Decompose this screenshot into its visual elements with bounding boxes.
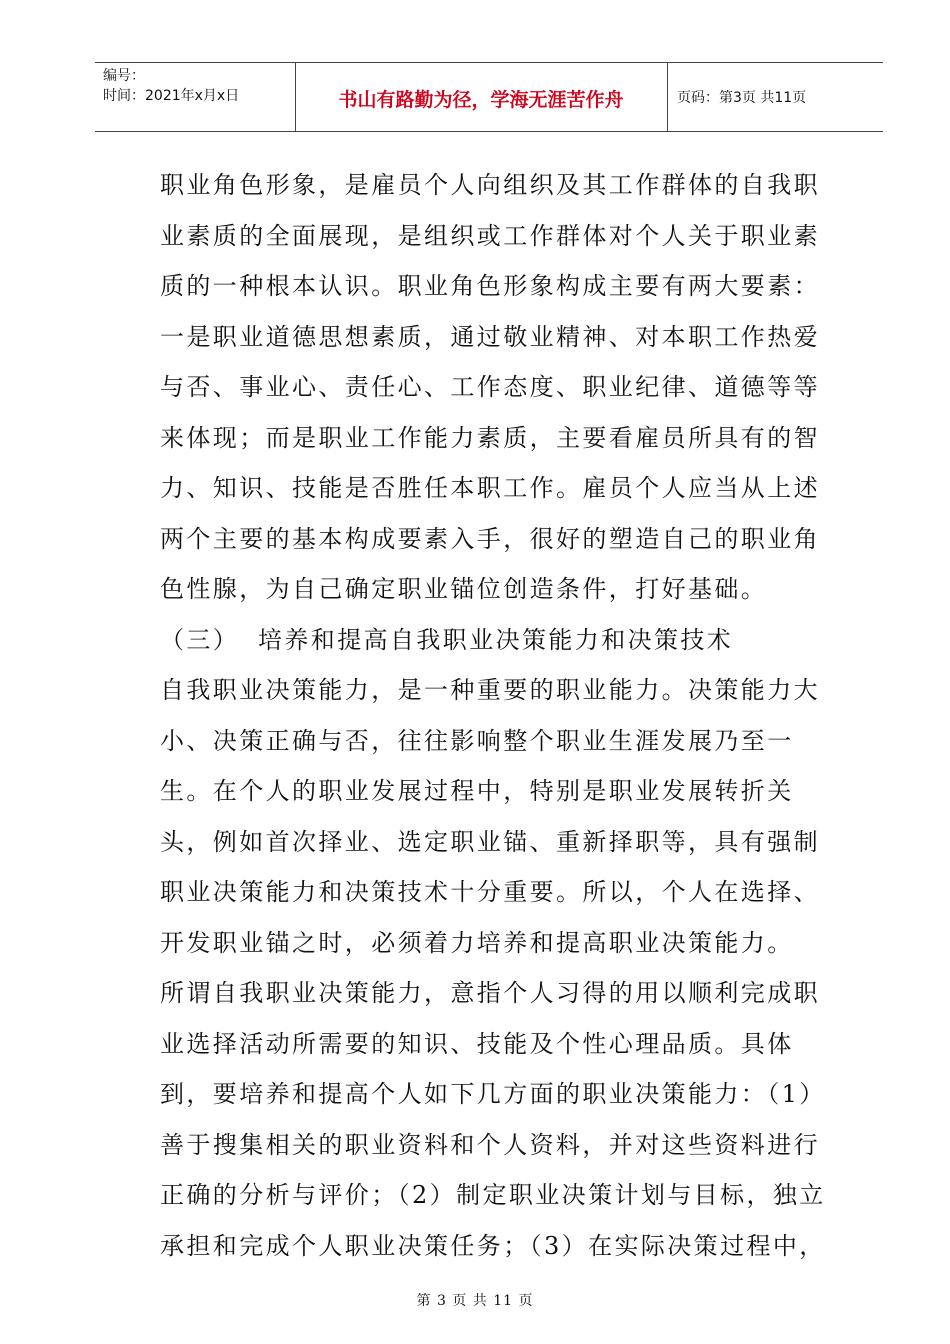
page-footer: 第 3 页 共 11 页 xyxy=(416,1293,534,1309)
document-body xyxy=(160,160,830,1271)
header-meta-cell xyxy=(95,63,296,131)
header-page-info: 页码：第3页 共11页 xyxy=(677,90,807,106)
section-heading-text: 培养和提高自我职业决策能力和决策技术 xyxy=(258,625,734,654)
header-motto: 书山有路勤为径，学海无涯苦作舟 xyxy=(338,89,624,111)
date-label: 时间：2021年x月x日 xyxy=(103,88,240,104)
page-header xyxy=(95,62,883,132)
header-page-cell xyxy=(667,63,883,131)
paragraph-decision-definition: 所谓自我职业决策能力，意指个人习得的用以顺利完成职业选择活动所需要的知识、技能及个性心理品质。具体到，要培养和提高个人如下几方面的职业决策能力：（1）善于搜集相关的职业资料和个人资料，并对这些资料进行正确的分析与评价；（2）制定职业决策计划与目标，独立承担和完成个人职业决策任务；（3）在实际决策过程中， xyxy=(160,979,826,1260)
section-heading-number: （三） xyxy=(160,625,240,654)
paragraph-role-image: 职业角色形象，是雇员个人向组织及其工作群体的自我职业素质的全面展现，是组织或工作群体对个人关于职业素质的一种根本认识。职业角色形象构成主要有两大要素：一是职业道德思想素质，通过敬业精神、对本职工作热爱与否、事业心、责任心、工作态度、职业纪律、道德等等来体现；而是职业工作能力素质，主要看雇员所具有的智力、知识、技能是否胜任本职工作。雇员个人应当从上述两个主要的基本构成要素入手，很好的塑造自己的职业角色性腺，为自己确定职业锚位创造条件，打好基础。 xyxy=(160,171,820,603)
number-label: 编号： xyxy=(103,68,145,84)
section-heading xyxy=(160,615,830,666)
header-motto-cell xyxy=(295,63,668,131)
paragraph-decision-ability: 自我职业决策能力，是一种重要的职业能力。决策能力大小、决策正确与否，往往影响整个职业生涯发展乃至一生。在个人的职业发展过程中，特别是职业发展转折关头，例如首次择业、选定职业锚、重新择职等，具有强制职业决策能力和决策技术十分重要。所以，个人在选择、开发职业锚之时，必须着力培养和提高职业决策能力。 xyxy=(160,676,820,957)
